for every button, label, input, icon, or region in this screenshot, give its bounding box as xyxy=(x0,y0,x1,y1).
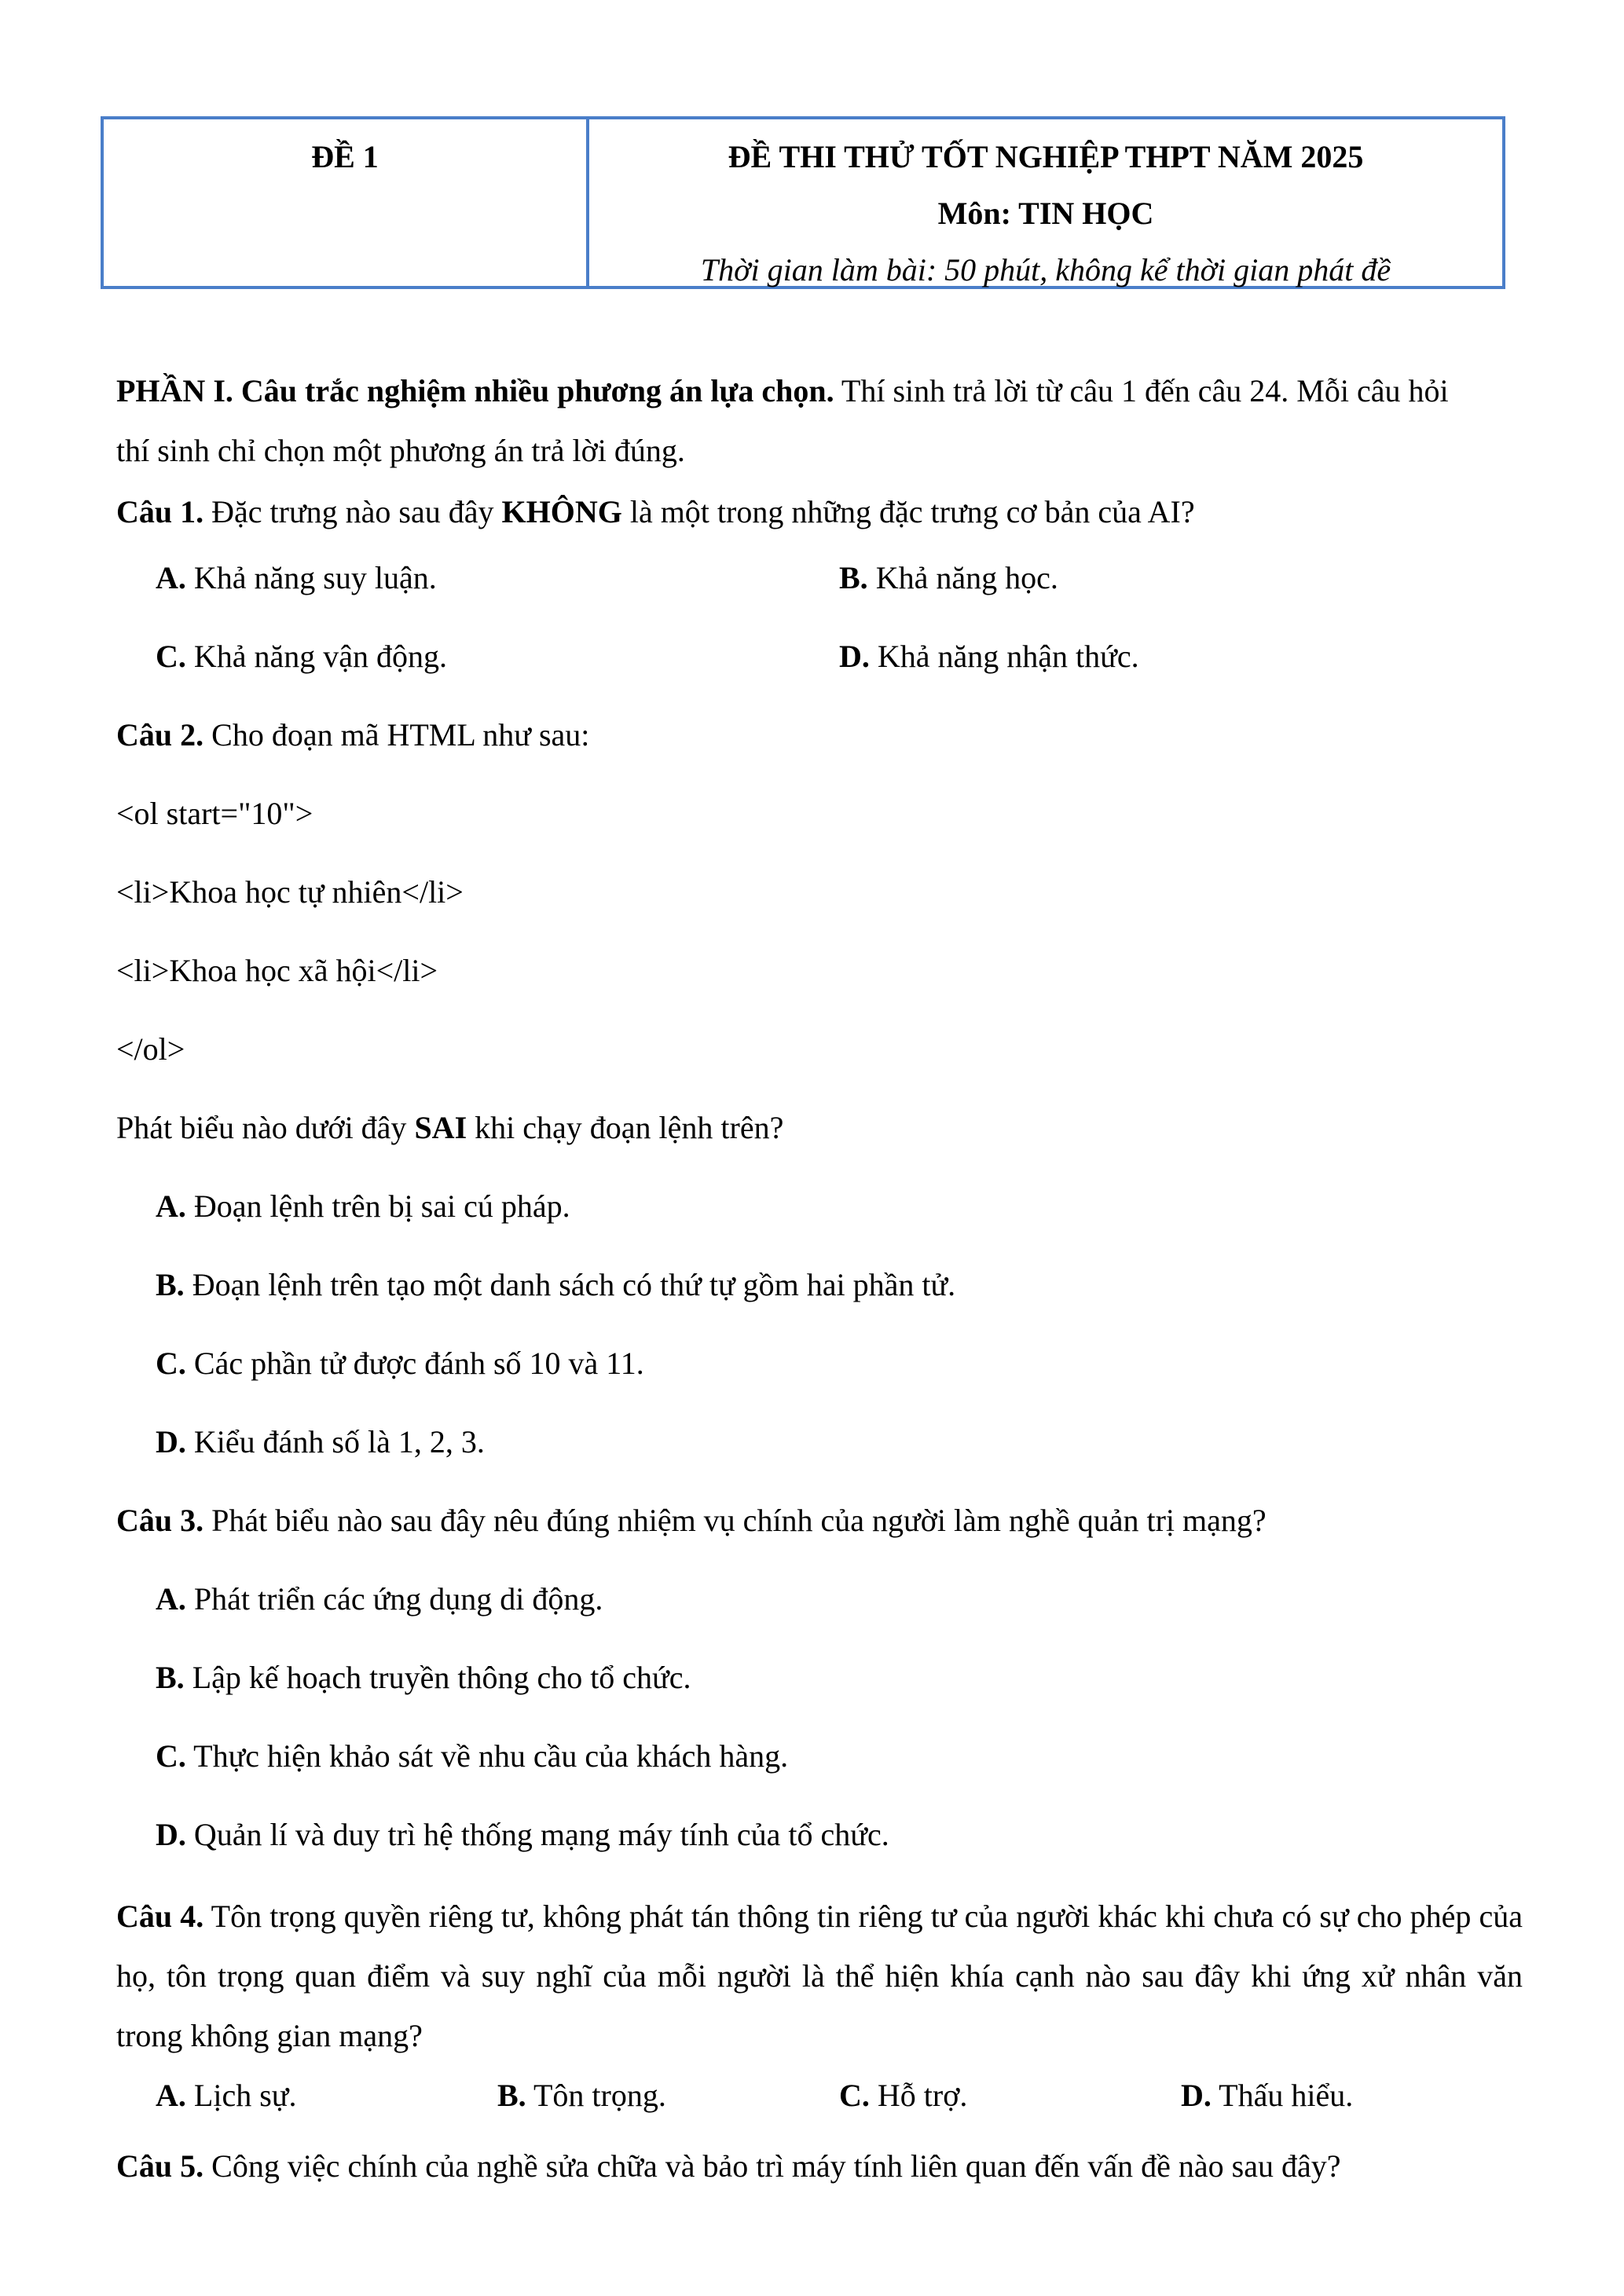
option-b xyxy=(497,2066,839,2126)
exam-code-cell xyxy=(104,119,589,286)
exam-time: Thời gian làm bài: 50 phút, không kể thời gian phát đề xyxy=(700,252,1391,287)
question-emphasis: KHÔNG xyxy=(501,494,622,529)
question-label: Câu 4. xyxy=(116,1899,204,1934)
question-text: là một trong những đặc trưng cơ bản của AI? xyxy=(621,494,1195,529)
question-label: Câu 5. xyxy=(116,2148,204,2184)
option-a xyxy=(156,2066,497,2126)
option-b xyxy=(116,1246,1523,1324)
option-letter: B. xyxy=(497,2078,526,2113)
part1-instruction-line2: thí sinh chỉ chọn một phương án trả lời đúng. xyxy=(116,433,685,468)
question-text: Tôn trọng quyền riêng tư, không phát tán thông tin riêng tư của người khác khi chưa có sự cho phép của họ, tôn trọng quan điểm và suy nghĩ của mỗi người là thể hiện khía cạnh nào sau đây khi ứng xử nhân văn trong không gian mạng? xyxy=(116,1899,1523,2053)
option-text: Khả năng vận động. xyxy=(185,639,448,674)
option-letter: A. xyxy=(156,560,186,595)
option-text: Phát triển các ứng dụng di động. xyxy=(185,1581,603,1617)
question-1-options-row2 xyxy=(116,617,1523,696)
option-text: Kiểu đánh số là 1, 2, 3. xyxy=(185,1424,485,1459)
exam-content xyxy=(116,361,1523,2196)
option-text: Lập kế hoạch truyền thông cho tổ chức. xyxy=(184,1660,691,1695)
option-a xyxy=(156,539,839,617)
question-label: Câu 3. xyxy=(116,1503,204,1538)
option-letter: C. xyxy=(156,639,186,674)
option-letter: A. xyxy=(156,1188,186,1224)
question-4-options xyxy=(116,2066,1523,2126)
option-c xyxy=(116,1717,1523,1796)
part1-instruction-line1: Thí sinh trả lời từ câu 1 đến câu 24. Mỗi câu hỏi xyxy=(834,373,1449,408)
option-a xyxy=(116,1167,1523,1246)
option-letter: B. xyxy=(839,560,868,595)
exam-subject: Môn: TIN HỌC xyxy=(937,196,1154,231)
question-5 xyxy=(116,2137,1523,2196)
option-text: Thấu hiểu. xyxy=(1211,2078,1354,2113)
option-letter: D. xyxy=(839,639,870,674)
option-c xyxy=(156,617,839,696)
question-3 xyxy=(116,1481,1523,1560)
option-a xyxy=(116,1560,1523,1639)
option-b xyxy=(116,1639,1523,1717)
option-text: Hỗ trợ. xyxy=(869,2078,968,2113)
option-text: Tôn trọng. xyxy=(526,2078,666,2113)
option-text: Khả năng nhận thức. xyxy=(869,639,1139,674)
exam-title: ĐỀ THI THỬ TỐT NGHIỆP THPT NĂM 2025 xyxy=(728,139,1364,174)
option-letter: D. xyxy=(156,1424,186,1459)
question-emphasis: SAI xyxy=(414,1110,467,1145)
option-letter: A. xyxy=(156,2078,186,2113)
question-1 xyxy=(116,485,1523,539)
option-b xyxy=(839,539,1523,617)
exam-title-cell xyxy=(589,119,1502,286)
option-c xyxy=(839,2066,1181,2126)
question-text: Phát biểu nào sau đây nêu đúng nhiệm vụ chính của người làm nghề quản trị mạng? xyxy=(203,1503,1267,1538)
option-letter: D. xyxy=(156,1817,186,1852)
option-text: Các phần tử được đánh số 10 và 11. xyxy=(185,1346,644,1381)
question-text: Cho đoạn mã HTML như sau: xyxy=(203,717,590,753)
question-text: Đặc trưng nào sau đây xyxy=(203,494,502,529)
option-text: Quản lí và duy trì hệ thống mạng máy tính của tổ chức. xyxy=(185,1817,889,1852)
exam-header-table xyxy=(101,116,1505,289)
question-2 xyxy=(116,696,1523,774)
option-d xyxy=(116,1403,1523,1481)
option-text: Khả năng suy luận. xyxy=(185,560,437,595)
question-label: Câu 2. xyxy=(116,717,204,753)
option-letter: C. xyxy=(156,1738,186,1774)
option-text: Đoạn lệnh trên tạo một danh sách có thứ tự gồm hai phần tử. xyxy=(184,1267,956,1302)
option-letter: C. xyxy=(839,2078,870,2113)
question-label: Câu 1. xyxy=(116,494,204,529)
question-1-options-row1 xyxy=(116,539,1523,617)
option-letter: D. xyxy=(1181,2078,1212,2113)
code-line: <li>Khoa học tự nhiên</li> xyxy=(116,874,464,910)
option-d xyxy=(1181,2066,1523,2126)
option-letter: A. xyxy=(156,1581,186,1617)
question-2-prompt xyxy=(116,1089,1523,1167)
option-c xyxy=(116,1324,1523,1403)
code-line: </ol> xyxy=(116,1031,185,1067)
option-d xyxy=(839,617,1523,696)
code-line: <li>Khoa học xã hội</li> xyxy=(116,953,438,988)
option-text: Thực hiện khảo sát về nhu cầu của khách hàng. xyxy=(185,1738,789,1774)
question-4 xyxy=(116,1887,1523,2066)
option-d xyxy=(116,1796,1523,1874)
option-letter: B. xyxy=(156,1660,185,1695)
option-text: Khả năng học. xyxy=(867,560,1058,595)
option-letter: B. xyxy=(156,1267,185,1302)
question-text: Phát biểu nào dưới đây xyxy=(116,1110,415,1145)
option-text: Lịch sự. xyxy=(185,2078,297,2113)
part1-instructions xyxy=(116,361,1523,481)
exam-code: ĐỀ 1 xyxy=(311,139,379,174)
part1-heading: PHẦN I. Câu trắc nghiệm nhiều phương án lựa chọn. xyxy=(116,373,834,408)
option-text: Đoạn lệnh trên bị sai cú pháp. xyxy=(185,1188,570,1224)
question-text: Công việc chính của nghề sửa chữa và bảo trì máy tính liên quan đến vấn đề nào sau đây? xyxy=(203,2148,1341,2184)
code-line: <ol start="10"> xyxy=(116,796,313,831)
question-text: khi chạy đoạn lệnh trên? xyxy=(467,1110,784,1145)
option-letter: C. xyxy=(156,1346,186,1381)
